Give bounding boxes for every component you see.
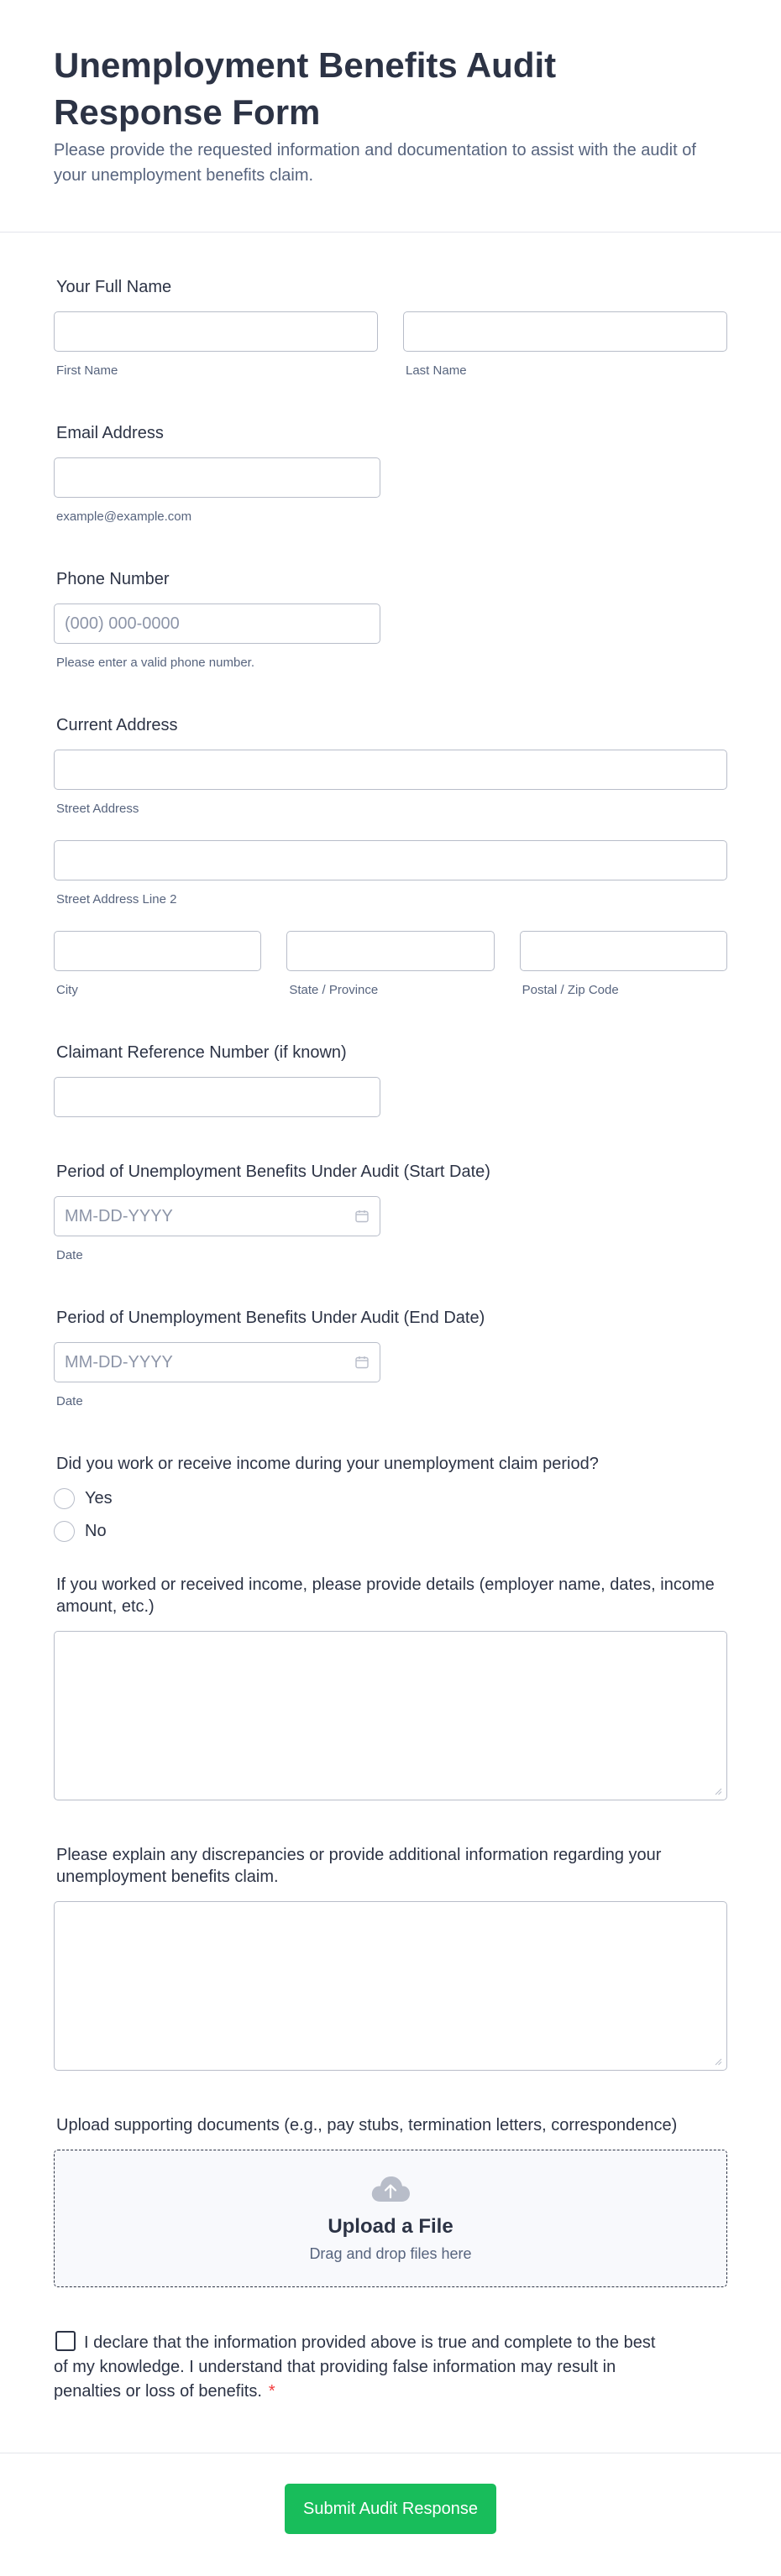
claimant-ref-input[interactable] <box>54 1077 380 1117</box>
discrepancies-field <box>54 1844 727 2071</box>
income-details-textarea[interactable] <box>54 1631 727 1800</box>
upload-title: Upload a File <box>328 2214 453 2238</box>
file-dropzone[interactable] <box>54 2150 727 2287</box>
radio-label: Yes <box>85 1489 113 1507</box>
full-name-field <box>54 276 727 379</box>
zip-sublabel: Postal / Zip Code <box>522 983 619 997</box>
end-date-sublabel: Date <box>56 1394 83 1408</box>
state-input[interactable] <box>286 931 494 971</box>
phone-input[interactable] <box>54 604 380 644</box>
worked-label: Did you work or receive income during your unemployment claim period? <box>56 1455 599 1473</box>
radio-label: No <box>85 1522 107 1540</box>
declaration-checkbox[interactable] <box>55 2331 76 2351</box>
worked-field <box>54 1453 727 1542</box>
form-title: Unemployment Benefits Audit Response Form <box>54 45 557 132</box>
first-name-input[interactable] <box>54 311 378 352</box>
last-name-input[interactable] <box>403 311 727 352</box>
form-subtitle: Please provide the requested information and documentation to assist with the audit of your unemployment benefits claim. <box>54 141 696 185</box>
phone-field <box>54 568 727 671</box>
street-address-line2-sublabel: Street Address Line 2 <box>56 892 177 907</box>
phone-label: Phone Number <box>56 570 170 588</box>
declaration-field <box>54 2331 667 2404</box>
start-date-placeholder: MM-DD-YYYY <box>65 1206 173 1225</box>
first-name-sublabel: First Name <box>56 363 118 378</box>
email-input[interactable] <box>54 457 380 498</box>
cloud-upload-icon <box>370 2175 411 2203</box>
email-sublabel: example@example.com <box>56 509 192 524</box>
full-name-label: Your Full Name <box>56 278 172 296</box>
upload-description: Drag and drop files here <box>309 2244 472 2262</box>
phone-placeholder: (000) 000-0000 <box>65 614 180 633</box>
discrepancies-label: Please explain any discrepancies or provide additional information regarding your unemployment benefits claim. <box>56 1846 662 1886</box>
email-field <box>54 422 727 525</box>
street-address-input[interactable] <box>54 750 727 790</box>
income-details-field <box>54 1574 727 1800</box>
end-date-label: Period of Unemployment Benefits Under Audit (End Date) <box>56 1309 485 1327</box>
state-sublabel: State / Province <box>289 983 379 997</box>
city-sublabel: City <box>56 983 78 997</box>
declaration-text: I declare that the information provided above is true and complete to the best of my knowledge. I understand that providing false information may result in penalties or loss of benefits. <box>54 2333 656 2401</box>
claimant-ref-field <box>54 1042 727 1117</box>
form-footer <box>0 2453 781 2576</box>
zip-input[interactable] <box>520 931 727 971</box>
street-address-line2-input[interactable] <box>54 840 727 880</box>
start-date-input[interactable] <box>54 1196 380 1236</box>
email-label: Email Address <box>56 424 164 442</box>
required-marker: * <box>268 2382 275 2401</box>
discrepancies-textarea[interactable] <box>54 1901 727 2071</box>
submit-button[interactable]: Submit Audit Response <box>285 2484 496 2534</box>
street-address-sublabel: Street Address <box>56 802 139 816</box>
upload-label: Upload supporting documents (e.g., pay stubs, termination letters, correspondence) <box>56 2116 678 2134</box>
radio-option-no[interactable] <box>54 1521 727 1542</box>
resize-handle-icon[interactable] <box>715 2058 722 2066</box>
resize-handle-icon[interactable] <box>715 1788 722 1795</box>
start-date-field <box>54 1161 727 1263</box>
address-field <box>54 714 727 998</box>
address-label: Current Address <box>56 716 178 734</box>
upload-field <box>54 2114 727 2287</box>
end-date-input[interactable] <box>54 1342 380 1382</box>
phone-sublabel: Please enter a valid phone number. <box>56 656 254 670</box>
claimant-ref-label: Claimant Reference Number (if known) <box>56 1043 347 1062</box>
calendar-icon[interactable] <box>354 1355 370 1370</box>
radio-button[interactable] <box>54 1521 75 1542</box>
end-date-placeholder: MM-DD-YYYY <box>65 1352 173 1372</box>
form-header <box>0 0 781 233</box>
start-date-label: Period of Unemployment Benefits Under Audit (Start Date) <box>56 1163 490 1181</box>
last-name-sublabel: Last Name <box>406 363 467 378</box>
form-body <box>0 233 781 2404</box>
income-details-label: If you worked or received income, please provide details (employer name, dates, income amount, etc.) <box>56 1575 715 1616</box>
radio-button[interactable] <box>54 1488 75 1509</box>
city-input[interactable] <box>54 931 261 971</box>
radio-option-yes[interactable] <box>54 1488 727 1509</box>
start-date-sublabel: Date <box>56 1248 83 1262</box>
calendar-icon[interactable] <box>354 1209 370 1224</box>
end-date-field <box>54 1307 727 1409</box>
